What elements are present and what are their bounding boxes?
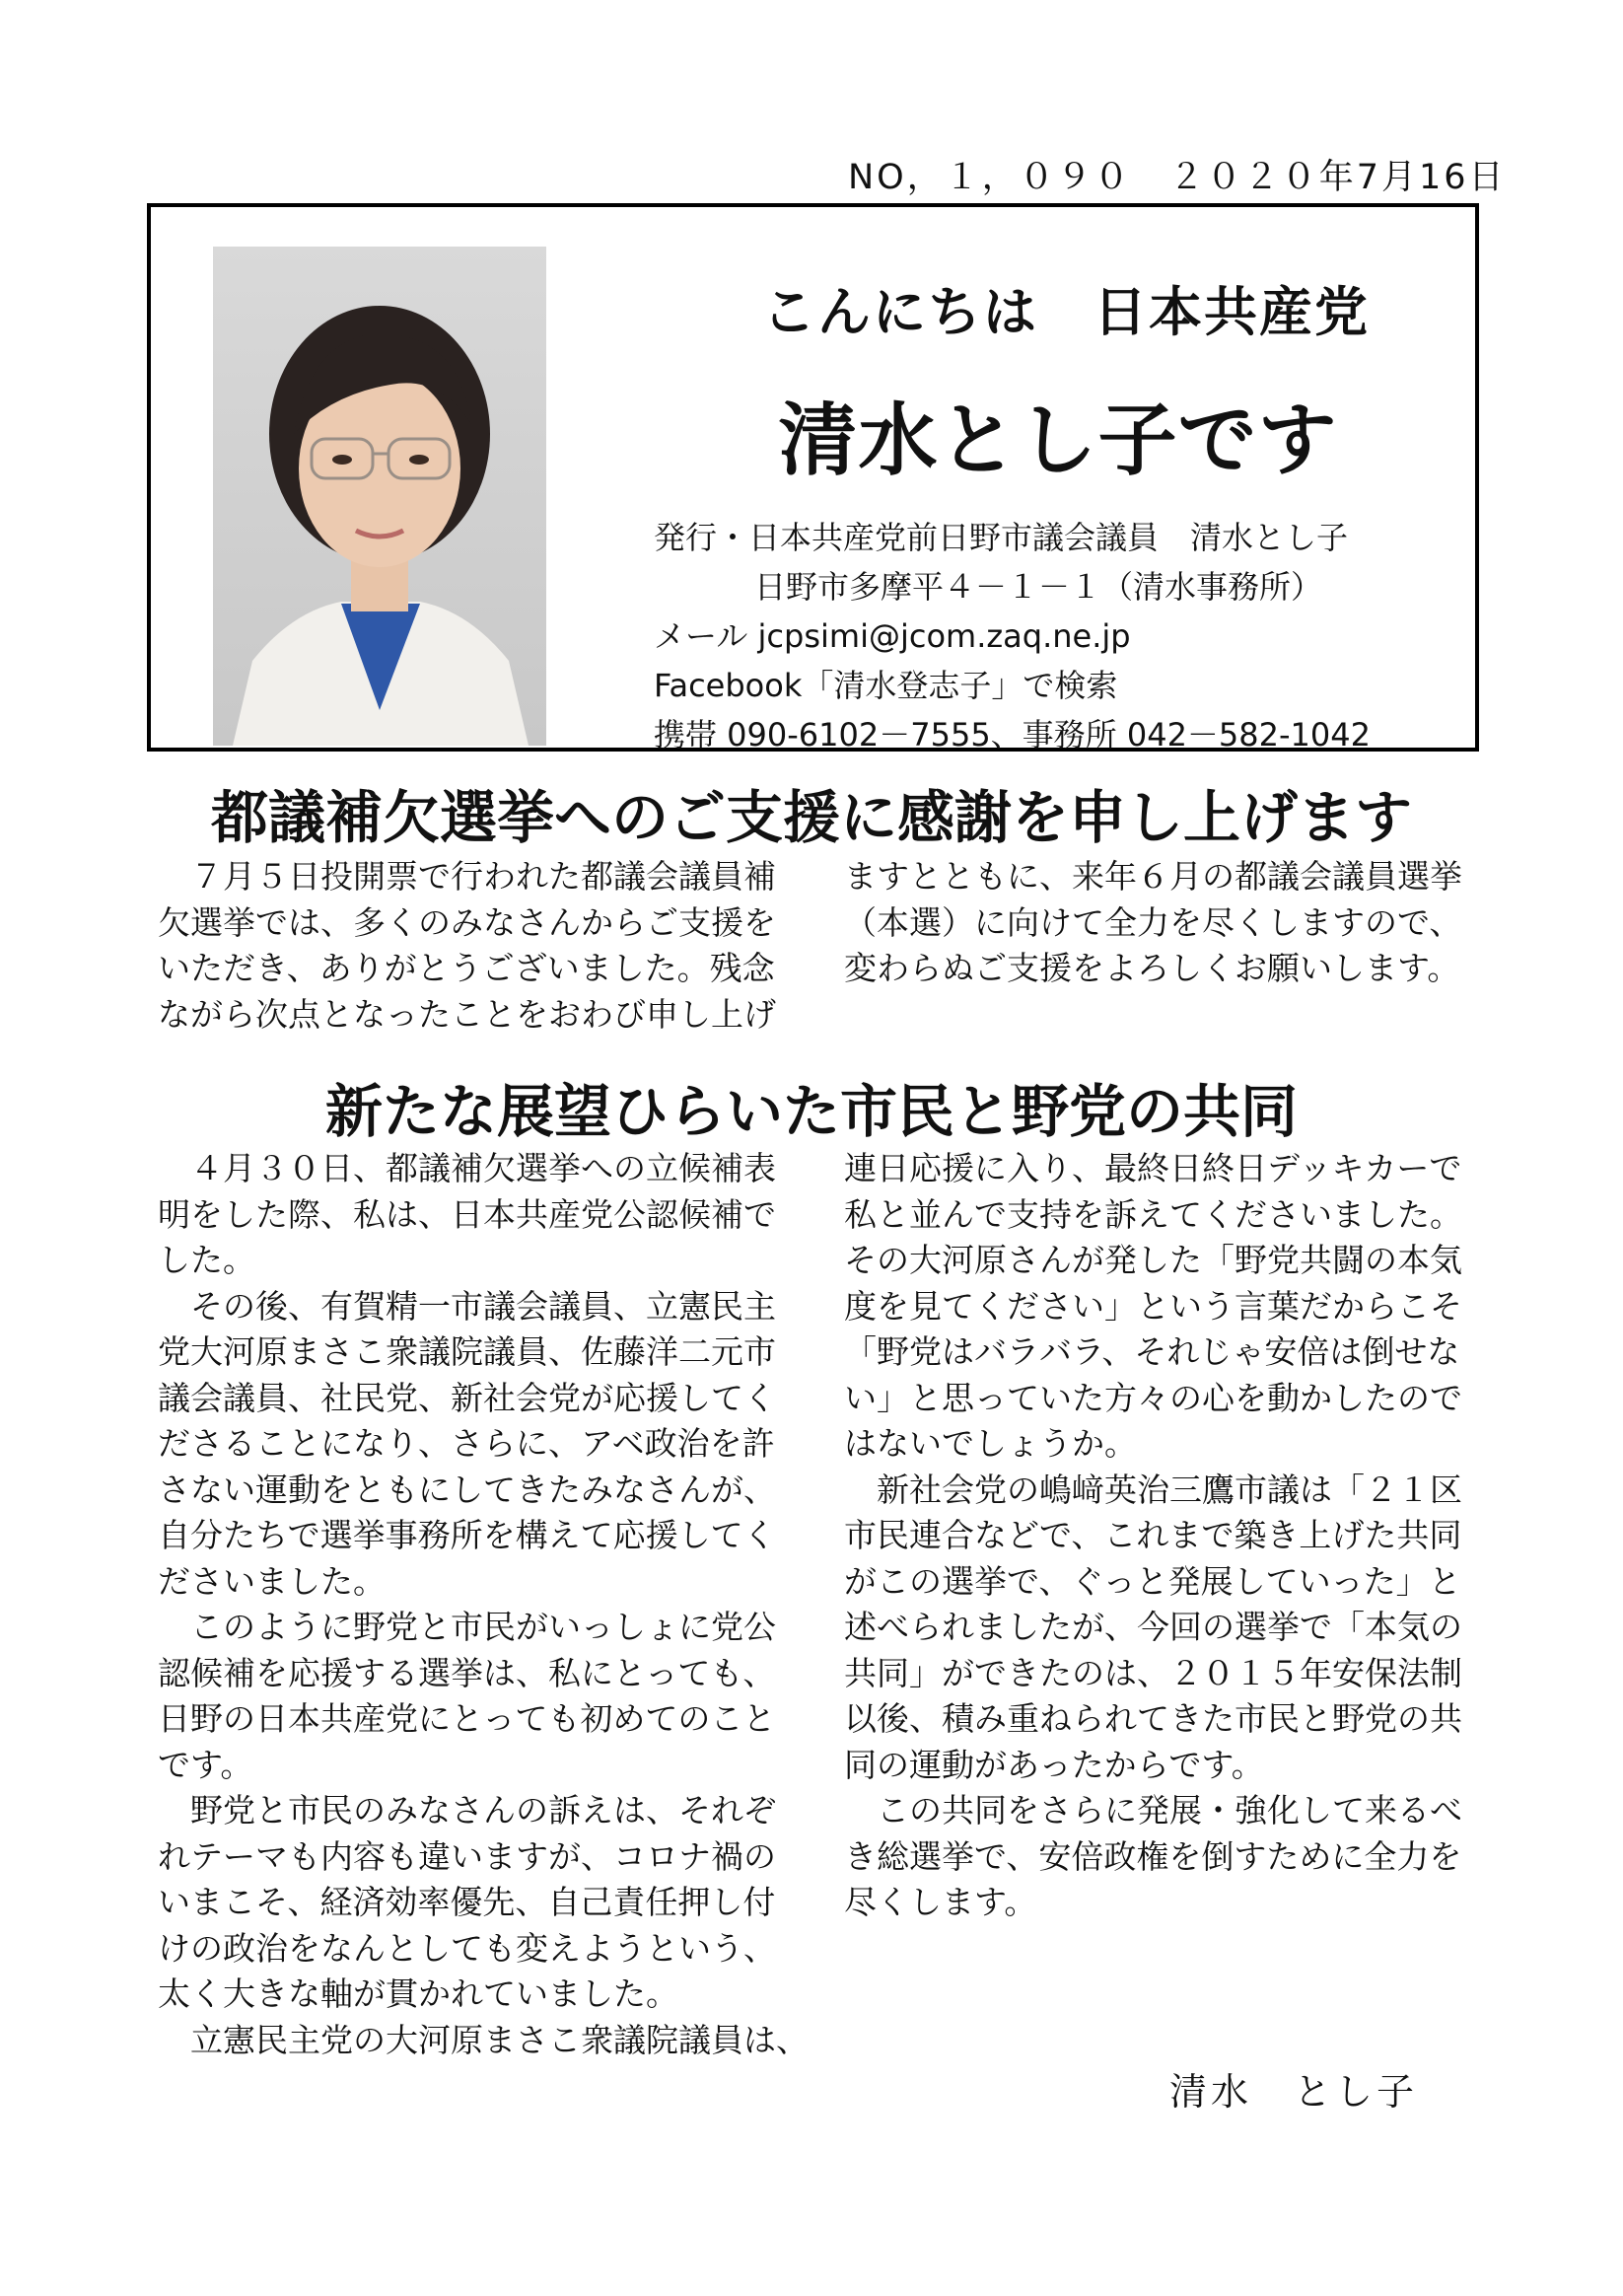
header-box bbox=[147, 203, 1479, 752]
article2-right-line: 同の運動があったからです。 bbox=[844, 1745, 1264, 1784]
publisher-line: 発行・日本共産党前日野市議会議員 清水とし子 bbox=[654, 519, 1349, 556]
article2-right-line: この共同をさらに発展・強化して来るべ bbox=[877, 1791, 1462, 1830]
article2-left-line: ださることになり、さらに、アベ政治を許 bbox=[158, 1424, 775, 1463]
article2-right-line: はないでしょうか。 bbox=[844, 1424, 1137, 1463]
article2-left-line: 議会議員、社民党、新社会党が応援してく bbox=[158, 1378, 776, 1417]
article1-right-line: （本選）に向けて全力を尽くしますので、 bbox=[844, 902, 1462, 942]
article2-right-line: 新社会党の嶋﨑英治三鷹市議は「２１区 bbox=[877, 1470, 1462, 1509]
article2-left-line: した。 bbox=[158, 1241, 255, 1279]
signature: 清水 とし子 bbox=[1169, 2070, 1419, 2114]
email-line: メール jcpsimi@jcom.zaq.ne.jp bbox=[654, 617, 1131, 655]
article1-heading: 都議補欠選挙へのご支援に感謝を申し上げます bbox=[210, 784, 1412, 851]
greeting-title: こんにちは 日本共産党 bbox=[762, 281, 1370, 343]
article2-left-line: 立憲民主党の大河原まさこ衆議院議員は、 bbox=[190, 2020, 809, 2059]
article2-right-line: その大河原さんが発した「野党共闘の本気 bbox=[844, 1241, 1462, 1279]
article1-left-line: ながら次点となったことをおわび申し上げ bbox=[158, 994, 776, 1034]
address-line: 日野市多摩平４－１－１（清水事務所） bbox=[754, 568, 1323, 606]
issue-number-date: NO，１，０９０ ２０２０年7月16日 bbox=[848, 158, 1507, 197]
article2-right-line: 市民連合などで、これまで築き上げた共同 bbox=[844, 1516, 1462, 1554]
article2-left-line: 認候補を応援する選挙は、私にとっても、 bbox=[158, 1653, 776, 1692]
article2-left-line: いまこそ、経済効率優先、自己責任押し付 bbox=[158, 1883, 776, 1921]
article2-left-line: 自分たちで選挙事務所を構えて応援してく bbox=[158, 1516, 776, 1554]
article2-right-line: 私と並んで支持を訴えてくださいました。 bbox=[844, 1194, 1462, 1234]
article2-left-line: れテーマも内容も違いますが、コロナ禍の bbox=[158, 1836, 776, 1876]
article1-left-line: ７月５日投開票で行われた都議会議員補 bbox=[190, 857, 776, 896]
article2-right-line: 述べられましたが、今回の選挙で「本気の bbox=[844, 1608, 1462, 1646]
article2-left-column bbox=[158, 1146, 809, 2063]
article2-left-line: その後、有賀精一市議会議員、立憲民主 bbox=[190, 1286, 776, 1326]
portrait-photo bbox=[213, 247, 546, 746]
article2-right-line: 共同」ができたのは、２０１５年安保法制 bbox=[844, 1653, 1462, 1692]
article2-left-line: です。 bbox=[158, 1745, 253, 1784]
article2-left-line: 党大河原まさこ衆議院議員、佐藤洋二元市 bbox=[158, 1332, 776, 1371]
article2-right-column bbox=[844, 1146, 1495, 1926]
article2-left-line: さない運動をともにしてきたみなさんが、 bbox=[158, 1470, 776, 1509]
name-title: 清水とし子です bbox=[778, 395, 1338, 486]
article2-left-line: 日野の日本共産党にとっても初めてのこと bbox=[158, 1699, 776, 1738]
phone-line: 携帯 090-6102－7555、事務所 042－582-1042 bbox=[654, 716, 1371, 753]
portrait-illustration bbox=[213, 247, 546, 746]
article1-left-line: 欠選挙では、多くのみなさんからご支援を bbox=[158, 902, 776, 942]
article2-left-line: 太く大きな軸が貫かれていました。 bbox=[158, 1974, 678, 2013]
article2-right-line: 度を見てください」という言葉だからこそ bbox=[844, 1286, 1462, 1326]
article1-left-column bbox=[158, 854, 789, 1038]
article2-right-line: 「野党はバラバラ、それじゃ安倍は倒せな bbox=[844, 1332, 1460, 1371]
facebook-line: Facebook「清水登志子」で検索 bbox=[654, 667, 1118, 704]
article2-left-line: ださいました。 bbox=[158, 1561, 386, 1601]
article2-heading: 新たな展望ひらいた市民と野党の共同 bbox=[324, 1078, 1298, 1145]
article1-left-line: いただき、ありがとうございました。残念 bbox=[158, 949, 775, 987]
article2-right-line: 以後、積み重ねられてきた市民と野党の共 bbox=[844, 1699, 1462, 1738]
article2-right-line: き総選挙で、安倍政権を倒すために全力を bbox=[844, 1836, 1462, 1876]
article2-left-line: 明をした際、私は、日本共産党公認候補で bbox=[158, 1194, 776, 1234]
article2-right-line: がこの選挙で、ぐっと発展していった」と bbox=[844, 1561, 1461, 1601]
article2-left-line: 野党と市民のみなさんの訴えは、それぞ bbox=[190, 1791, 776, 1830]
article2-right-line: い」と思っていた方々の心を動かしたので bbox=[844, 1378, 1462, 1417]
article2-right-line: 尽くします。 bbox=[844, 1883, 1037, 1921]
article1-right-column bbox=[844, 854, 1495, 992]
article2-left-line: このように野党と市民がいっしょに党公 bbox=[190, 1608, 776, 1646]
article2-left-line: ４月３０日、都議補欠選挙への立候補表 bbox=[190, 1149, 776, 1187]
article2-right-line: 連日応援に入り、最終日終日デッキカーで bbox=[844, 1149, 1462, 1187]
article1-right-line: 変わらぬご支援をよろしくお願いします。 bbox=[844, 949, 1460, 987]
article1-right-line: ますとともに、来年６月の都議会議員選挙 bbox=[844, 857, 1462, 896]
article2-left-line: けの政治をなんとしても変えようという、 bbox=[158, 1928, 776, 1968]
